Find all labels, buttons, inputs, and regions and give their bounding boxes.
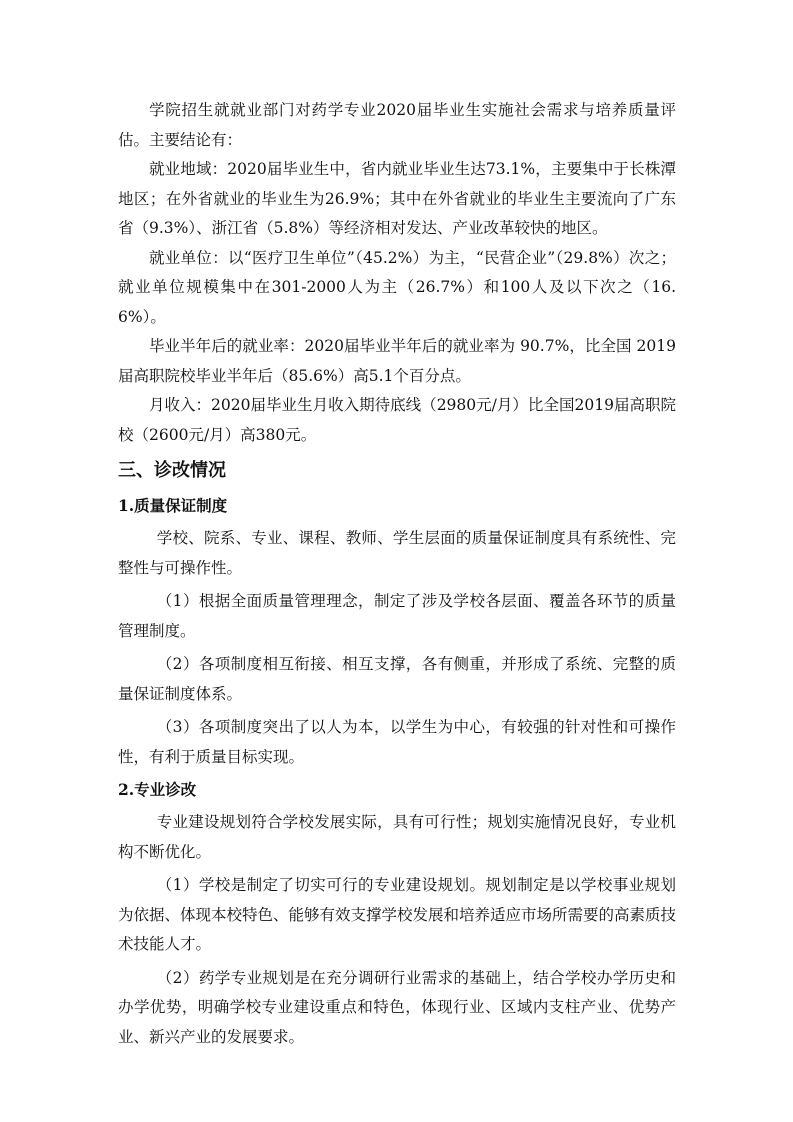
paragraph-employer-type: 就业单位：以“医疗卫生单位”（45.2%）为主，“民营企业”（29.8%）次之；就业单位规模集中在301-2000人为主（26.7%）和100人及以下次之（16.6%）。 (118, 248, 676, 326)
list-item: （3）各项制度突出了以人为本，以学生为中心，有较强的针对性和可操作性，有利于质量目标实现。 (118, 718, 676, 766)
list-item: （2）各项制度相互衔接、相互支撑，各有侧重，并形成了系统、完整的质量保证制度体系。 (118, 655, 676, 703)
subsection-heading-major-diagnosis: 2.专业诊改 (118, 780, 197, 799)
document-page (118, 96, 676, 1052)
paragraph-monthly-income: 月收入：2020届毕业生月收入期待底线（2980元/月）比全国2019届高职院校（2600元/月）高380元。 (118, 396, 676, 444)
paragraph-quality-assurance-intro: 学校、院系、专业、课程、教师、学生层面的质量保证制度具有系统性、完整性与可操作性。 (118, 529, 676, 577)
section-heading-diagnosis: 三、诊改情况 (118, 460, 226, 481)
paragraph-major-diagnosis-intro: 专业建设规划符合学校发展实际，具有可行性；规划实施情况良好，专业机构不断优化。 (118, 813, 676, 861)
list-item: （1）学校是制定了切实可行的专业建设规划。规划制定是以学校事业规划为依据、体现本校特色、能够有效支撑学校发展和培养适应市场所需要的高素质技术技能人才。 (118, 876, 677, 953)
subsection-heading-quality-assurance: 1.质量保证制度 (118, 496, 228, 515)
paragraph-assessment-intro: 学院招生就就业部门对药学专业2020届毕业生实施社会需求与培养质量评估。主要结论有： (118, 101, 676, 149)
paragraph-employment-rate: 毕业半年后的就业率：2020届毕业半年后的就业率为 90.7%，比全国 2019届高职院校毕业半年后（85.6%）高5.1个百分点。 (118, 337, 676, 385)
paragraph-employment-region: 就业地域：2020届毕业生中，省内就业毕业生达73.1%，主要集中于长株潭地区；在外省就业的毕业生为26.9%；其中在外省就业的毕业生主要流向了广东省（9.3%）、浙江省（5.8%）等经济相对发达、产业改革较快的地区。 (118, 160, 676, 237)
list-item: （2）药学专业规划是在充分调研行业需求的基础上，结合学校办学历史和办学优势，明确学校专业建设重点和特色，体现行业、区域内支柱产业、优势产业、新兴产业的发展要求。 (118, 968, 676, 1046)
list-item: （1）根据全面质量管理理念，制定了涉及学校各层面、覆盖各环节的质量管理制度。 (118, 592, 676, 640)
